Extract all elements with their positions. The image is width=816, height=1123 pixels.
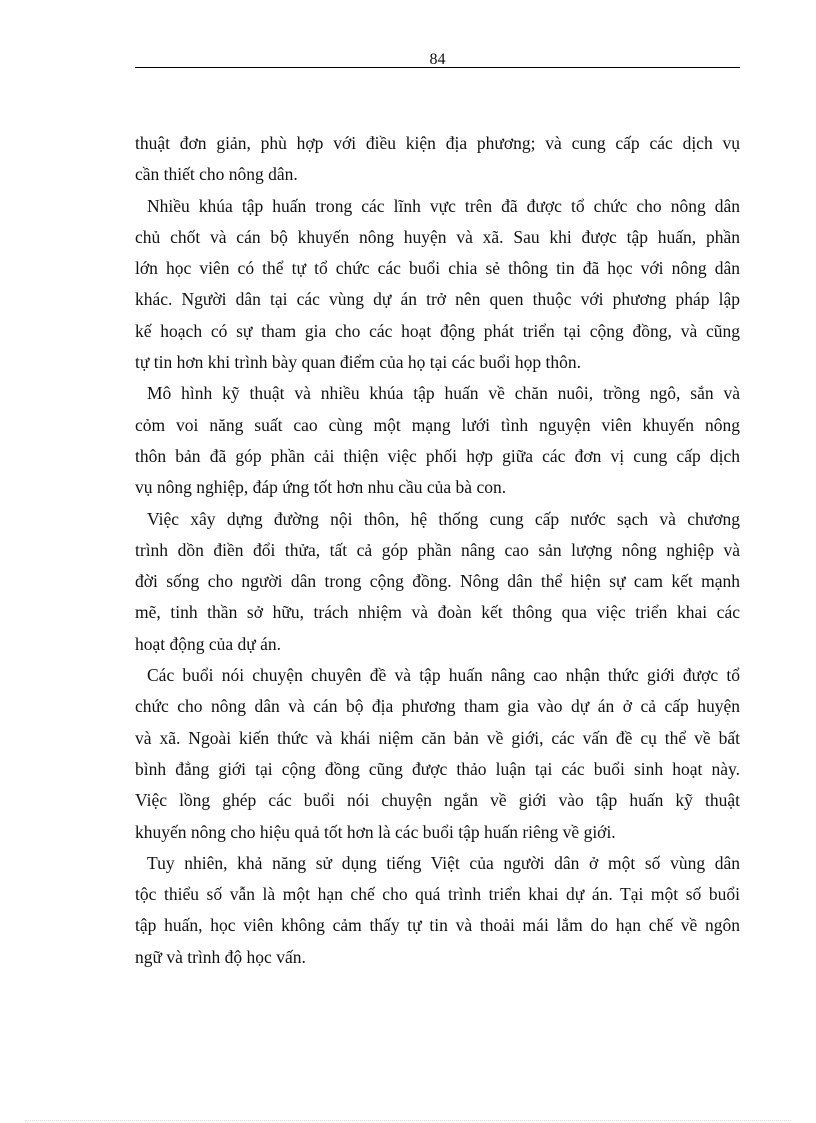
- text-line: tập huấn, học viên không cảm thấy tự tin và thoải mái lắm do hạn chế về ngôn: [135, 915, 740, 936]
- page-number: 84: [429, 51, 446, 68]
- text-line: chủ chốt và cán bộ khuyến nông huyện và xã. Sau khi được tập huấn, phần: [135, 226, 740, 247]
- text-line: và xã. Ngoài kiến thức và khái niệm căn bản về giới, các vấn đề cụ thể về bất: [135, 727, 740, 748]
- text-line: đời sống cho người dân trong cộng đồng. Nông dân thể hiện sự cam kết mạnh: [135, 571, 740, 592]
- text-line: hoạt động của dự án.: [135, 633, 282, 654]
- text-line: thôn bản đã góp phần cải thiện việc phối hợp giữa các đơn vị cung cấp dịch: [135, 445, 740, 466]
- text-line: ngữ và trình độ học vấn.: [135, 946, 306, 967]
- header-rule: [135, 67, 740, 68]
- text-line: chức cho nông dân và cán bộ địa phương tham gia vào dự án ở cả cấp huyện: [135, 696, 740, 717]
- text-line: Các buổi nói chuyện chuyên đề và tập huấn nâng cao nhận thức giới được tổ: [147, 665, 740, 686]
- text-line: kế hoạch có sự tham gia cho các hoạt động phát triển tại cộng đồng, và cũng: [135, 320, 740, 341]
- text-line: thuật đơn giản, phù hợp với điều kiện địa phương; và cung cấp các dịch vụ: [135, 133, 740, 153]
- text-line: tộc thiểu số vẫn là một hạn chế cho quá trình triển khai dự án. Tại một số buổi: [135, 884, 740, 905]
- text-line: trình dồn điền đổi thửa, tất cả góp phần nâng cao sản lượng nông nghiệp và: [135, 539, 740, 560]
- text-line: khác. Người dân tại các vùng dự án trở nên quen thuộc với phương pháp lập: [135, 289, 740, 310]
- text-line: Việc lồng ghép các buổi nói chuyện ngắn về giới vào tập huấn kỹ thuật: [135, 790, 740, 811]
- text-line: cần thiết cho nông dân.: [135, 164, 298, 185]
- page-bottom-border: [25, 1120, 791, 1121]
- text-line: Tuy nhiên, khả năng sử dụng tiếng Việt của người dân ở một số vùng dân: [147, 852, 740, 873]
- text-line: cỏm voi năng suất cao cùng một mạng lưới tình nguyện viên khuyến nông: [135, 414, 740, 435]
- text-line: Việc xây dựng đường nội thôn, hệ thống cung cấp nước sạch và chương: [147, 508, 740, 529]
- text-line: lớn học viên có thể tự tổ chức các buổi chia sẻ thông tin đã học với nông dân: [135, 258, 740, 279]
- page-body: [135, 128, 740, 973]
- text-line: khuyến nông cho hiệu quả tốt hơn là các buổi tập huấn riêng về giới.: [135, 821, 616, 842]
- text-line: Nhiều khúa tập huấn trong các lĩnh vực trên đã được tổ chức cho nông dân: [147, 195, 740, 216]
- text-line: tự tin hơn khi trình bày quan điểm của họ tại các buổi họp thôn.: [135, 352, 581, 373]
- text-line: Mô hình kỹ thuật và nhiều khúa tập huấn về chăn nuôi, trồng ngô, sắn và: [147, 383, 740, 404]
- text-line: bình đẳng giới tại cộng đồng cũng được thảo luận tại các buổi sinh hoạt này.: [135, 758, 740, 779]
- text-line: mẽ, tinh thần sở hữu, trách nhiệm và đoàn kết thông qua việc triển khai các: [135, 602, 740, 623]
- text-line: vụ nông nghiệp, đáp ứng tốt hơn nhu cầu của bà con.: [135, 477, 507, 498]
